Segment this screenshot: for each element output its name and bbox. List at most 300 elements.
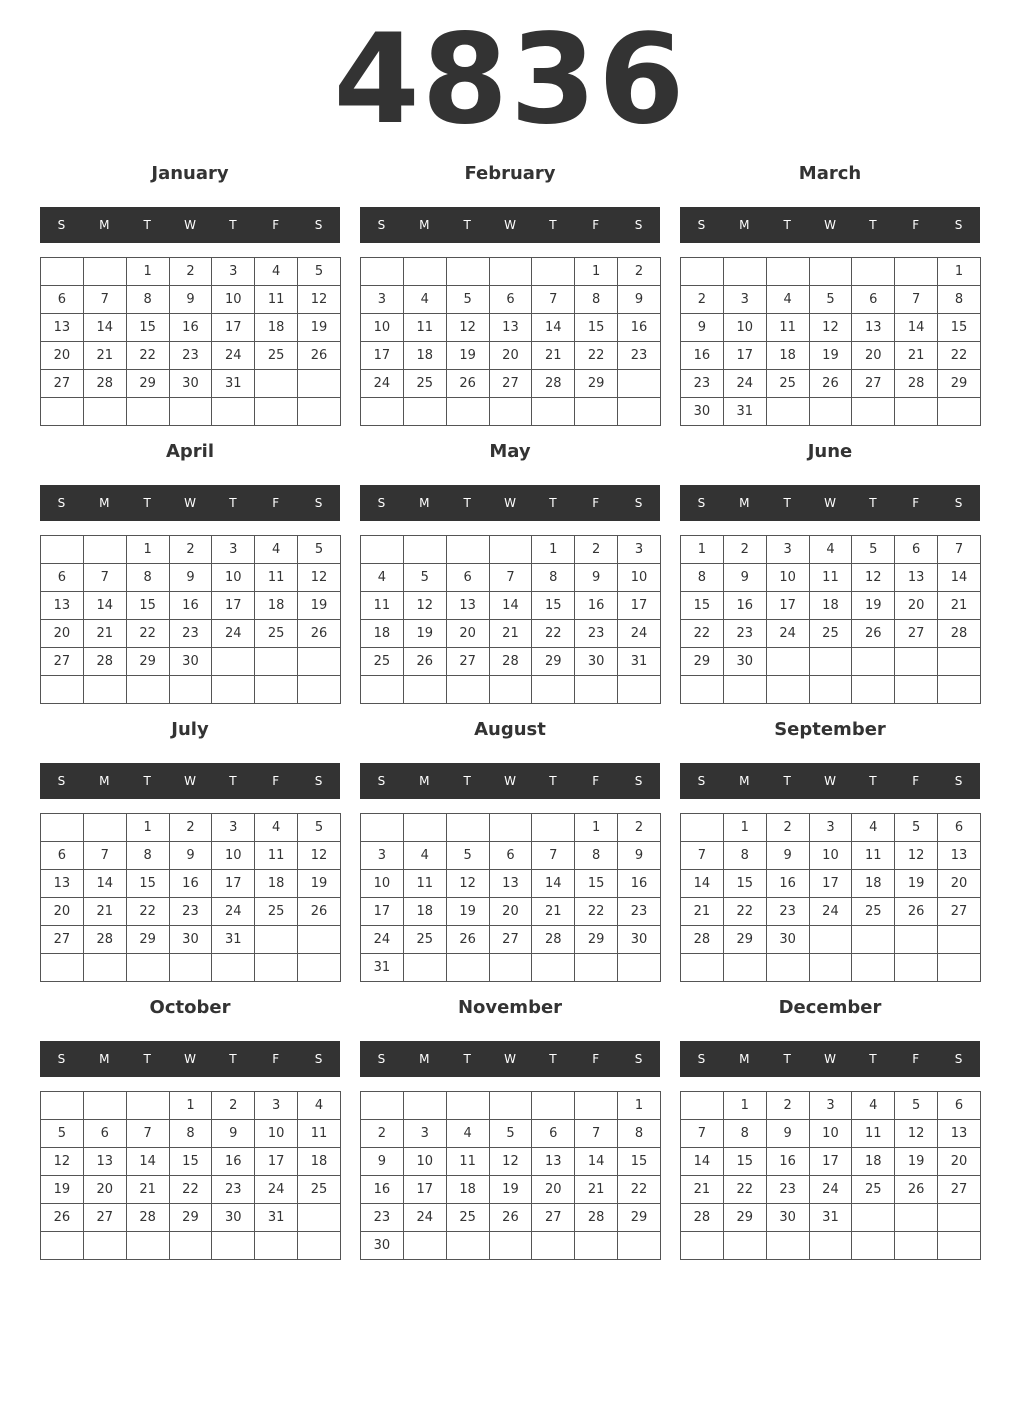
month-title: July bbox=[171, 719, 209, 740]
weekday-label: S bbox=[954, 218, 963, 232]
week-row bbox=[681, 536, 981, 564]
weekday-label: T bbox=[229, 774, 237, 788]
day-cell: 3 bbox=[618, 536, 661, 564]
weekday-label: W bbox=[824, 774, 836, 788]
day-cell: 31 bbox=[618, 648, 661, 676]
day-cell: 24 bbox=[212, 342, 255, 370]
day-cell: 5 bbox=[446, 286, 489, 314]
day-cell: 2 bbox=[169, 814, 212, 842]
day-cell: 26 bbox=[41, 1204, 84, 1232]
empty-day-cell bbox=[852, 954, 895, 982]
day-cell: 27 bbox=[41, 370, 84, 398]
day-cell: 30 bbox=[575, 648, 618, 676]
day-cell: 10 bbox=[618, 564, 661, 592]
empty-day-cell bbox=[403, 398, 446, 426]
empty-day-cell bbox=[895, 954, 938, 982]
week-row bbox=[41, 1176, 341, 1204]
weekday-header bbox=[40, 207, 340, 243]
empty-day-cell bbox=[403, 676, 446, 704]
month-title: January bbox=[151, 163, 229, 184]
week-row bbox=[681, 954, 981, 982]
day-cell: 19 bbox=[298, 314, 341, 342]
empty-day-cell bbox=[83, 1232, 126, 1260]
day-cell: 10 bbox=[255, 1120, 298, 1148]
empty-day-cell bbox=[809, 1232, 852, 1260]
day-cell: 10 bbox=[212, 564, 255, 592]
weekday-label: F bbox=[592, 1052, 600, 1066]
empty-day-cell bbox=[403, 258, 446, 286]
empty-day-cell bbox=[852, 1204, 895, 1232]
day-cell: 12 bbox=[41, 1148, 84, 1176]
day-cell: 13 bbox=[446, 592, 489, 620]
day-cell: 28 bbox=[83, 648, 126, 676]
empty-day-cell bbox=[41, 536, 84, 564]
weekday-label: F bbox=[272, 774, 280, 788]
day-cell: 15 bbox=[126, 592, 169, 620]
week-row bbox=[41, 1120, 341, 1148]
weekday-label: T bbox=[783, 496, 791, 510]
day-cell: 7 bbox=[938, 536, 981, 564]
weekday-label: W bbox=[184, 774, 196, 788]
empty-day-cell bbox=[938, 1232, 981, 1260]
day-cell: 3 bbox=[361, 286, 404, 314]
day-cell: 21 bbox=[532, 342, 575, 370]
day-cell: 6 bbox=[938, 1092, 981, 1120]
week-row bbox=[41, 1148, 341, 1176]
week-row bbox=[681, 398, 981, 426]
empty-day-cell bbox=[83, 258, 126, 286]
weekday-label: T bbox=[869, 774, 877, 788]
empty-day-cell bbox=[489, 814, 532, 842]
week-row bbox=[361, 398, 661, 426]
day-cell: 4 bbox=[766, 286, 809, 314]
day-cell: 18 bbox=[298, 1148, 341, 1176]
day-cell: 15 bbox=[126, 870, 169, 898]
day-cell: 22 bbox=[938, 342, 981, 370]
week-row bbox=[681, 842, 981, 870]
empty-day-cell bbox=[361, 398, 404, 426]
day-cell: 8 bbox=[126, 842, 169, 870]
empty-day-cell bbox=[852, 398, 895, 426]
day-cell: 24 bbox=[403, 1204, 446, 1232]
day-cell: 10 bbox=[361, 870, 404, 898]
day-cell: 6 bbox=[489, 842, 532, 870]
week-row bbox=[361, 1232, 661, 1260]
day-cell: 11 bbox=[446, 1148, 489, 1176]
empty-day-cell bbox=[83, 814, 126, 842]
day-cell: 27 bbox=[938, 1176, 981, 1204]
weekday-label: T bbox=[143, 1052, 151, 1066]
day-cell: 30 bbox=[361, 1232, 404, 1260]
day-cell: 10 bbox=[361, 314, 404, 342]
day-cell: 10 bbox=[212, 286, 255, 314]
day-cell: 16 bbox=[212, 1148, 255, 1176]
week-row bbox=[681, 814, 981, 842]
day-cell: 20 bbox=[852, 342, 895, 370]
week-row bbox=[41, 842, 341, 870]
weekday-label: T bbox=[783, 774, 791, 788]
empty-day-cell bbox=[532, 1092, 575, 1120]
day-grid bbox=[360, 813, 661, 982]
day-cell: 12 bbox=[809, 314, 852, 342]
empty-day-cell bbox=[361, 1092, 404, 1120]
empty-day-cell bbox=[809, 398, 852, 426]
day-cell: 13 bbox=[41, 314, 84, 342]
empty-day-cell bbox=[575, 676, 618, 704]
day-cell: 6 bbox=[852, 286, 895, 314]
day-cell: 9 bbox=[723, 564, 766, 592]
weekday-label: T bbox=[143, 218, 151, 232]
day-cell: 17 bbox=[212, 870, 255, 898]
week-row bbox=[361, 954, 661, 982]
day-cell: 28 bbox=[938, 620, 981, 648]
day-cell: 28 bbox=[83, 370, 126, 398]
weekday-label: W bbox=[504, 218, 516, 232]
day-grid bbox=[40, 257, 341, 426]
empty-day-cell bbox=[618, 370, 661, 398]
day-cell: 20 bbox=[41, 342, 84, 370]
day-grid bbox=[40, 813, 341, 982]
day-cell: 27 bbox=[852, 370, 895, 398]
day-cell: 23 bbox=[618, 898, 661, 926]
day-cell: 8 bbox=[618, 1120, 661, 1148]
day-cell: 27 bbox=[938, 898, 981, 926]
day-cell: 30 bbox=[723, 648, 766, 676]
week-row bbox=[361, 648, 661, 676]
day-cell: 14 bbox=[83, 314, 126, 342]
day-grid bbox=[360, 257, 661, 426]
day-cell: 22 bbox=[723, 1176, 766, 1204]
empty-day-cell bbox=[41, 814, 84, 842]
week-row bbox=[361, 898, 661, 926]
day-cell: 23 bbox=[681, 370, 724, 398]
weekday-label: F bbox=[272, 218, 280, 232]
week-row bbox=[681, 342, 981, 370]
day-grid bbox=[40, 535, 341, 704]
weekday-label: M bbox=[419, 1052, 430, 1066]
day-cell: 29 bbox=[618, 1204, 661, 1232]
day-cell: 16 bbox=[169, 870, 212, 898]
weekday-header bbox=[680, 763, 980, 799]
weekday-label: S bbox=[377, 496, 386, 510]
day-cell: 30 bbox=[212, 1204, 255, 1232]
day-cell: 11 bbox=[298, 1120, 341, 1148]
weekday-label: T bbox=[869, 496, 877, 510]
day-cell: 13 bbox=[938, 1120, 981, 1148]
day-cell: 23 bbox=[361, 1204, 404, 1232]
empty-day-cell bbox=[852, 258, 895, 286]
day-cell: 7 bbox=[83, 842, 126, 870]
day-cell: 7 bbox=[83, 286, 126, 314]
day-cell: 10 bbox=[723, 314, 766, 342]
empty-day-cell bbox=[852, 1232, 895, 1260]
year-title: 4836 bbox=[333, 8, 687, 152]
day-cell: 10 bbox=[766, 564, 809, 592]
weekday-label: S bbox=[57, 774, 66, 788]
weekday-header bbox=[40, 485, 340, 521]
empty-day-cell bbox=[852, 648, 895, 676]
day-cell: 25 bbox=[809, 620, 852, 648]
day-cell: 13 bbox=[895, 564, 938, 592]
day-cell: 14 bbox=[83, 870, 126, 898]
day-cell: 15 bbox=[126, 314, 169, 342]
empty-day-cell bbox=[618, 1232, 661, 1260]
day-cell: 1 bbox=[126, 258, 169, 286]
weekday-label: T bbox=[143, 774, 151, 788]
day-cell: 7 bbox=[575, 1120, 618, 1148]
week-row bbox=[681, 592, 981, 620]
day-cell: 2 bbox=[169, 536, 212, 564]
empty-day-cell bbox=[403, 1232, 446, 1260]
day-cell: 29 bbox=[126, 370, 169, 398]
day-cell: 17 bbox=[403, 1176, 446, 1204]
day-cell: 18 bbox=[809, 592, 852, 620]
day-cell: 22 bbox=[575, 898, 618, 926]
day-cell: 11 bbox=[403, 314, 446, 342]
day-cell: 10 bbox=[212, 842, 255, 870]
day-cell: 1 bbox=[532, 536, 575, 564]
weekday-label: S bbox=[314, 218, 323, 232]
weekday-label: W bbox=[824, 496, 836, 510]
empty-day-cell bbox=[126, 676, 169, 704]
empty-day-cell bbox=[532, 398, 575, 426]
empty-day-cell bbox=[618, 398, 661, 426]
day-cell: 31 bbox=[361, 954, 404, 982]
day-cell: 29 bbox=[575, 370, 618, 398]
empty-day-cell bbox=[169, 676, 212, 704]
weekday-label: T bbox=[549, 496, 557, 510]
day-cell: 5 bbox=[403, 564, 446, 592]
day-cell: 20 bbox=[895, 592, 938, 620]
day-cell: 22 bbox=[681, 620, 724, 648]
day-cell: 31 bbox=[212, 370, 255, 398]
month-title: November bbox=[457, 997, 563, 1018]
empty-day-cell bbox=[361, 536, 404, 564]
day-grid bbox=[680, 1091, 981, 1260]
day-cell: 1 bbox=[575, 814, 618, 842]
day-cell: 26 bbox=[895, 1176, 938, 1204]
day-cell: 28 bbox=[126, 1204, 169, 1232]
day-cell: 17 bbox=[618, 592, 661, 620]
week-row bbox=[681, 286, 981, 314]
week-row bbox=[361, 676, 661, 704]
day-cell: 27 bbox=[532, 1204, 575, 1232]
weekday-label: S bbox=[697, 496, 706, 510]
empty-day-cell bbox=[41, 676, 84, 704]
weekday-label: T bbox=[229, 218, 237, 232]
week-row bbox=[681, 258, 981, 286]
weekday-label: M bbox=[739, 774, 750, 788]
week-row bbox=[681, 1120, 981, 1148]
day-cell: 29 bbox=[723, 1204, 766, 1232]
day-cell: 7 bbox=[681, 842, 724, 870]
empty-day-cell bbox=[41, 1092, 84, 1120]
day-cell: 21 bbox=[938, 592, 981, 620]
day-cell: 24 bbox=[766, 620, 809, 648]
day-cell: 29 bbox=[575, 926, 618, 954]
empty-day-cell bbox=[403, 536, 446, 564]
day-cell: 9 bbox=[169, 842, 212, 870]
weekday-label: F bbox=[272, 496, 280, 510]
weekday-label: F bbox=[592, 496, 600, 510]
day-cell: 2 bbox=[723, 536, 766, 564]
day-cell: 16 bbox=[361, 1176, 404, 1204]
week-row bbox=[41, 314, 341, 342]
weekday-label: W bbox=[504, 496, 516, 510]
day-cell: 7 bbox=[126, 1120, 169, 1148]
day-cell: 9 bbox=[766, 1120, 809, 1148]
day-cell: 29 bbox=[126, 926, 169, 954]
weekday-label: M bbox=[99, 1052, 110, 1066]
day-cell: 3 bbox=[212, 258, 255, 286]
day-cell: 5 bbox=[298, 536, 341, 564]
day-cell: 4 bbox=[255, 258, 298, 286]
day-cell: 3 bbox=[809, 1092, 852, 1120]
empty-day-cell bbox=[403, 954, 446, 982]
empty-day-cell bbox=[723, 954, 766, 982]
day-cell: 19 bbox=[446, 342, 489, 370]
empty-day-cell bbox=[895, 1232, 938, 1260]
day-cell: 8 bbox=[575, 842, 618, 870]
week-row bbox=[361, 1176, 661, 1204]
empty-day-cell bbox=[41, 954, 84, 982]
day-cell: 21 bbox=[895, 342, 938, 370]
day-cell: 27 bbox=[83, 1204, 126, 1232]
day-cell: 3 bbox=[255, 1092, 298, 1120]
day-cell: 4 bbox=[361, 564, 404, 592]
day-cell: 5 bbox=[41, 1120, 84, 1148]
week-row bbox=[361, 842, 661, 870]
day-cell: 15 bbox=[681, 592, 724, 620]
weekday-label: M bbox=[419, 774, 430, 788]
day-cell: 6 bbox=[83, 1120, 126, 1148]
weekday-label: F bbox=[912, 496, 920, 510]
week-row bbox=[361, 620, 661, 648]
day-cell: 17 bbox=[809, 1148, 852, 1176]
empty-day-cell bbox=[403, 814, 446, 842]
day-cell: 8 bbox=[532, 564, 575, 592]
day-cell: 12 bbox=[489, 1148, 532, 1176]
day-cell: 11 bbox=[255, 842, 298, 870]
month-title: March bbox=[798, 163, 862, 184]
empty-day-cell bbox=[169, 398, 212, 426]
day-cell: 16 bbox=[618, 314, 661, 342]
day-cell: 26 bbox=[446, 926, 489, 954]
day-cell: 1 bbox=[938, 258, 981, 286]
empty-day-cell bbox=[255, 954, 298, 982]
day-cell: 28 bbox=[681, 1204, 724, 1232]
weekday-label: T bbox=[869, 1052, 877, 1066]
day-cell: 20 bbox=[938, 870, 981, 898]
day-cell: 3 bbox=[723, 286, 766, 314]
day-cell: 30 bbox=[169, 648, 212, 676]
empty-day-cell bbox=[681, 676, 724, 704]
day-cell: 15 bbox=[723, 870, 766, 898]
day-cell: 25 bbox=[361, 648, 404, 676]
empty-day-cell bbox=[83, 676, 126, 704]
day-cell: 20 bbox=[83, 1176, 126, 1204]
day-cell: 18 bbox=[766, 342, 809, 370]
day-cell: 17 bbox=[361, 898, 404, 926]
day-cell: 11 bbox=[255, 286, 298, 314]
day-cell: 18 bbox=[255, 314, 298, 342]
empty-day-cell bbox=[809, 954, 852, 982]
day-cell: 4 bbox=[255, 814, 298, 842]
day-cell: 1 bbox=[126, 814, 169, 842]
day-cell: 31 bbox=[212, 926, 255, 954]
empty-day-cell bbox=[681, 258, 724, 286]
day-cell: 18 bbox=[255, 592, 298, 620]
weekday-label: T bbox=[549, 218, 557, 232]
week-row bbox=[681, 870, 981, 898]
empty-day-cell bbox=[83, 536, 126, 564]
day-cell: 15 bbox=[938, 314, 981, 342]
day-cell: 9 bbox=[212, 1120, 255, 1148]
weekday-header bbox=[680, 485, 980, 521]
empty-day-cell bbox=[723, 676, 766, 704]
day-cell: 1 bbox=[618, 1092, 661, 1120]
day-cell: 23 bbox=[169, 620, 212, 648]
week-row bbox=[681, 620, 981, 648]
day-cell: 12 bbox=[852, 564, 895, 592]
day-cell: 13 bbox=[83, 1148, 126, 1176]
day-cell: 30 bbox=[681, 398, 724, 426]
day-cell: 1 bbox=[126, 536, 169, 564]
day-cell: 15 bbox=[169, 1148, 212, 1176]
weekday-label: F bbox=[592, 774, 600, 788]
day-cell: 21 bbox=[681, 1176, 724, 1204]
day-cell: 31 bbox=[723, 398, 766, 426]
day-cell: 12 bbox=[446, 870, 489, 898]
day-cell: 6 bbox=[532, 1120, 575, 1148]
day-cell: 16 bbox=[766, 870, 809, 898]
day-cell: 14 bbox=[532, 314, 575, 342]
day-cell: 12 bbox=[895, 1120, 938, 1148]
empty-day-cell bbox=[895, 676, 938, 704]
week-row bbox=[41, 592, 341, 620]
day-cell: 6 bbox=[41, 564, 84, 592]
day-cell: 5 bbox=[809, 286, 852, 314]
week-row bbox=[41, 926, 341, 954]
empty-day-cell bbox=[212, 1232, 255, 1260]
day-cell: 23 bbox=[575, 620, 618, 648]
day-cell: 4 bbox=[403, 842, 446, 870]
day-cell: 11 bbox=[255, 564, 298, 592]
day-cell: 14 bbox=[895, 314, 938, 342]
day-cell: 11 bbox=[852, 1120, 895, 1148]
day-cell: 26 bbox=[489, 1204, 532, 1232]
day-cell: 19 bbox=[852, 592, 895, 620]
weekday-label: T bbox=[549, 1052, 557, 1066]
day-cell: 10 bbox=[809, 1120, 852, 1148]
empty-day-cell bbox=[618, 954, 661, 982]
empty-day-cell bbox=[895, 1204, 938, 1232]
day-cell: 9 bbox=[681, 314, 724, 342]
day-cell: 27 bbox=[41, 648, 84, 676]
day-cell: 17 bbox=[212, 314, 255, 342]
empty-day-cell bbox=[766, 676, 809, 704]
day-cell: 18 bbox=[852, 870, 895, 898]
weekday-header bbox=[40, 1041, 340, 1077]
day-cell: 14 bbox=[681, 870, 724, 898]
empty-day-cell bbox=[446, 258, 489, 286]
day-cell: 4 bbox=[255, 536, 298, 564]
week-row bbox=[41, 1092, 341, 1120]
day-cell: 2 bbox=[212, 1092, 255, 1120]
day-cell: 14 bbox=[532, 870, 575, 898]
day-cell: 15 bbox=[618, 1148, 661, 1176]
day-cell: 26 bbox=[809, 370, 852, 398]
